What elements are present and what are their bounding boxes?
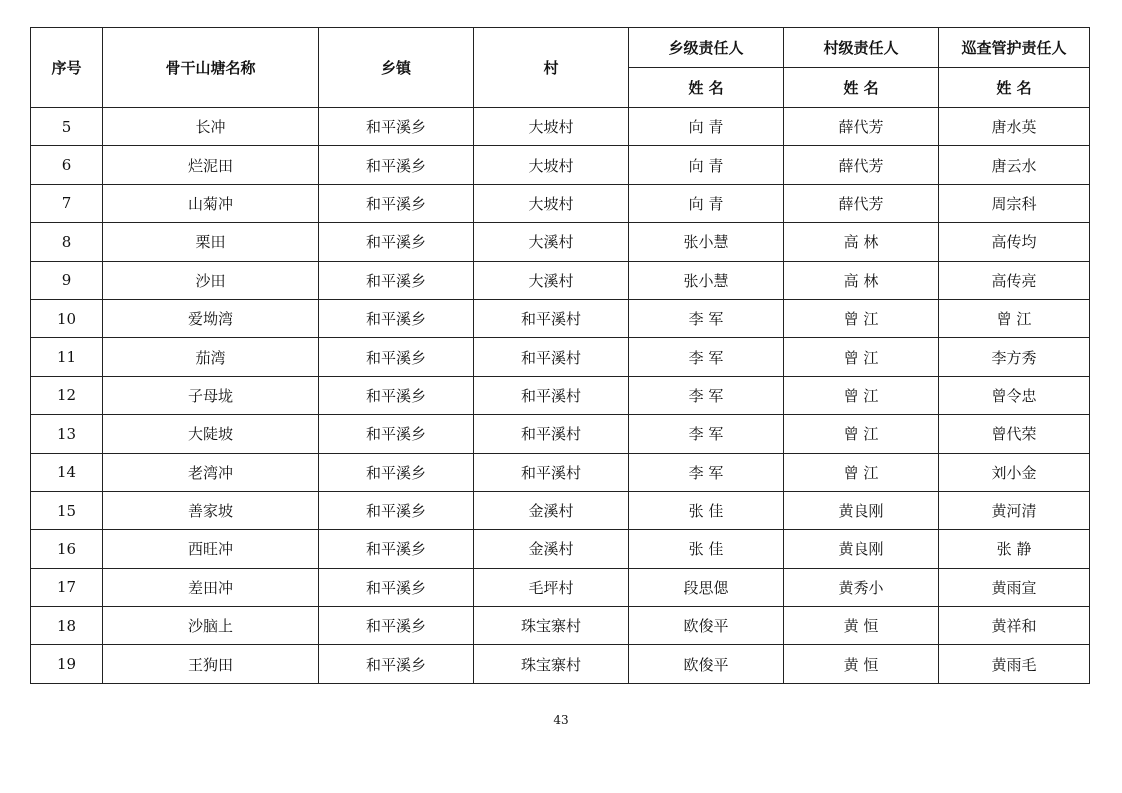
cell-seq: 16 <box>31 530 103 568</box>
cell-seq: 11 <box>31 338 103 376</box>
table-row <box>31 491 1090 529</box>
cell-township-resp: 李 军 <box>629 299 784 337</box>
cell-township: 和平溪乡 <box>319 184 474 222</box>
header-name-label: 姓 名 <box>629 68 784 108</box>
header-patrol-resp: 巡查管护责任人 <box>939 28 1090 68</box>
cell-pond-name: 爱坳湾 <box>103 299 319 337</box>
cell-village-resp: 薛代芳 <box>784 146 939 184</box>
cell-village: 珠宝寨村 <box>474 607 629 645</box>
cell-seq: 5 <box>31 108 103 146</box>
cell-village: 毛坪村 <box>474 568 629 606</box>
table-row <box>31 645 1090 683</box>
cell-township: 和平溪乡 <box>319 299 474 337</box>
header-village: 村 <box>474 28 629 108</box>
cell-township: 和平溪乡 <box>319 453 474 491</box>
cell-township-resp: 张小慧 <box>629 223 784 261</box>
cell-township: 和平溪乡 <box>319 415 474 453</box>
cell-seq: 17 <box>31 568 103 606</box>
table-body <box>31 108 1090 684</box>
cell-patrol-resp: 黄祥和 <box>939 607 1090 645</box>
cell-village-resp: 曾 江 <box>784 338 939 376</box>
cell-seq: 9 <box>31 261 103 299</box>
cell-patrol-resp: 唐水英 <box>939 108 1090 146</box>
cell-township-resp: 欧俊平 <box>629 607 784 645</box>
cell-village-resp: 黄良刚 <box>784 491 939 529</box>
table-row <box>31 261 1090 299</box>
cell-township-resp: 张 佳 <box>629 530 784 568</box>
header-name-label: 姓 名 <box>939 68 1090 108</box>
cell-village: 金溪村 <box>474 530 629 568</box>
cell-township-resp: 向 青 <box>629 108 784 146</box>
table-row <box>31 338 1090 376</box>
cell-patrol-resp: 曾 江 <box>939 299 1090 337</box>
cell-seq: 18 <box>31 607 103 645</box>
cell-village-resp: 高 林 <box>784 261 939 299</box>
header-township: 乡镇 <box>319 28 474 108</box>
cell-patrol-resp: 周宗科 <box>939 184 1090 222</box>
cell-village: 大坡村 <box>474 184 629 222</box>
cell-village-resp: 曾 江 <box>784 299 939 337</box>
table-row <box>31 108 1090 146</box>
header-row <box>31 28 1090 68</box>
page-number: 43 <box>553 713 569 727</box>
table-row <box>31 568 1090 606</box>
header-township-resp: 乡级责任人 <box>629 28 784 68</box>
cell-township: 和平溪乡 <box>319 146 474 184</box>
header-pond-name: 骨干山塘名称 <box>103 28 319 108</box>
cell-township-resp: 张小慧 <box>629 261 784 299</box>
cell-township: 和平溪乡 <box>319 645 474 683</box>
cell-pond-name: 烂泥田 <box>103 146 319 184</box>
table-row <box>31 453 1090 491</box>
cell-seq: 15 <box>31 491 103 529</box>
cell-seq: 10 <box>31 299 103 337</box>
cell-village: 和平溪村 <box>474 299 629 337</box>
cell-township-resp: 段思偲 <box>629 568 784 606</box>
header-village-resp: 村级责任人 <box>784 28 939 68</box>
cell-patrol-resp: 黄雨宣 <box>939 568 1090 606</box>
table-row <box>31 299 1090 337</box>
table-row <box>31 184 1090 222</box>
cell-village: 和平溪村 <box>474 338 629 376</box>
cell-seq: 7 <box>31 184 103 222</box>
cell-township-resp: 张 佳 <box>629 491 784 529</box>
cell-seq: 8 <box>31 223 103 261</box>
cell-patrol-resp: 黄雨毛 <box>939 645 1090 683</box>
cell-patrol-resp: 高传亮 <box>939 261 1090 299</box>
cell-village-resp: 黄 恒 <box>784 645 939 683</box>
header-seq: 序号 <box>31 28 103 108</box>
cell-pond-name: 差田冲 <box>103 568 319 606</box>
cell-pond-name: 沙脑上 <box>103 607 319 645</box>
cell-seq: 13 <box>31 415 103 453</box>
cell-pond-name: 长冲 <box>103 108 319 146</box>
cell-village: 大坡村 <box>474 146 629 184</box>
cell-village: 金溪村 <box>474 491 629 529</box>
cell-township-resp: 李 军 <box>629 415 784 453</box>
cell-village-resp: 曾 江 <box>784 453 939 491</box>
cell-patrol-resp: 高传均 <box>939 223 1090 261</box>
cell-patrol-resp: 曾代荣 <box>939 415 1090 453</box>
cell-village: 大坡村 <box>474 108 629 146</box>
cell-township-resp: 李 军 <box>629 338 784 376</box>
table-row <box>31 607 1090 645</box>
cell-seq: 19 <box>31 645 103 683</box>
cell-seq: 12 <box>31 376 103 414</box>
cell-pond-name: 栗田 <box>103 223 319 261</box>
table-row <box>31 146 1090 184</box>
cell-village: 大溪村 <box>474 261 629 299</box>
table-row <box>31 376 1090 414</box>
cell-village-resp: 薛代芳 <box>784 184 939 222</box>
cell-township-resp: 向 青 <box>629 146 784 184</box>
cell-village-resp: 黄良刚 <box>784 530 939 568</box>
cell-township: 和平溪乡 <box>319 376 474 414</box>
cell-township: 和平溪乡 <box>319 223 474 261</box>
cell-pond-name: 沙田 <box>103 261 319 299</box>
table-row <box>31 415 1090 453</box>
cell-village: 和平溪村 <box>474 415 629 453</box>
cell-pond-name: 大陡坡 <box>103 415 319 453</box>
table-row <box>31 223 1090 261</box>
cell-village-resp: 黄 恒 <box>784 607 939 645</box>
cell-township-resp: 向 青 <box>629 184 784 222</box>
cell-village: 和平溪村 <box>474 453 629 491</box>
cell-township-resp: 李 军 <box>629 453 784 491</box>
cell-village: 和平溪村 <box>474 376 629 414</box>
cell-patrol-resp: 刘小金 <box>939 453 1090 491</box>
cell-village: 珠宝寨村 <box>474 645 629 683</box>
cell-township: 和平溪乡 <box>319 568 474 606</box>
cell-township: 和平溪乡 <box>319 338 474 376</box>
cell-seq: 14 <box>31 453 103 491</box>
cell-pond-name: 西旺冲 <box>103 530 319 568</box>
cell-village-resp: 曾 江 <box>784 415 939 453</box>
cell-village-resp: 薛代芳 <box>784 108 939 146</box>
cell-patrol-resp: 李方秀 <box>939 338 1090 376</box>
cell-patrol-resp: 唐云水 <box>939 146 1090 184</box>
responsibility-table <box>30 27 1090 684</box>
cell-township: 和平溪乡 <box>319 261 474 299</box>
cell-village-resp: 黄秀小 <box>784 568 939 606</box>
cell-township: 和平溪乡 <box>319 108 474 146</box>
cell-pond-name: 老湾冲 <box>103 453 319 491</box>
cell-village-resp: 曾 江 <box>784 376 939 414</box>
cell-pond-name: 王狗田 <box>103 645 319 683</box>
cell-township: 和平溪乡 <box>319 530 474 568</box>
cell-township: 和平溪乡 <box>319 491 474 529</box>
cell-township-resp: 欧俊平 <box>629 645 784 683</box>
table-row <box>31 530 1090 568</box>
cell-patrol-resp: 黄河清 <box>939 491 1090 529</box>
cell-village: 大溪村 <box>474 223 629 261</box>
header-name-label: 姓 名 <box>784 68 939 108</box>
cell-seq: 6 <box>31 146 103 184</box>
cell-pond-name: 子母垅 <box>103 376 319 414</box>
cell-patrol-resp: 张 静 <box>939 530 1090 568</box>
cell-village-resp: 高 林 <box>784 223 939 261</box>
cell-township-resp: 李 军 <box>629 376 784 414</box>
cell-pond-name: 茄湾 <box>103 338 319 376</box>
cell-pond-name: 善家坡 <box>103 491 319 529</box>
cell-township: 和平溪乡 <box>319 607 474 645</box>
cell-patrol-resp: 曾令忠 <box>939 376 1090 414</box>
cell-pond-name: 山菊冲 <box>103 184 319 222</box>
